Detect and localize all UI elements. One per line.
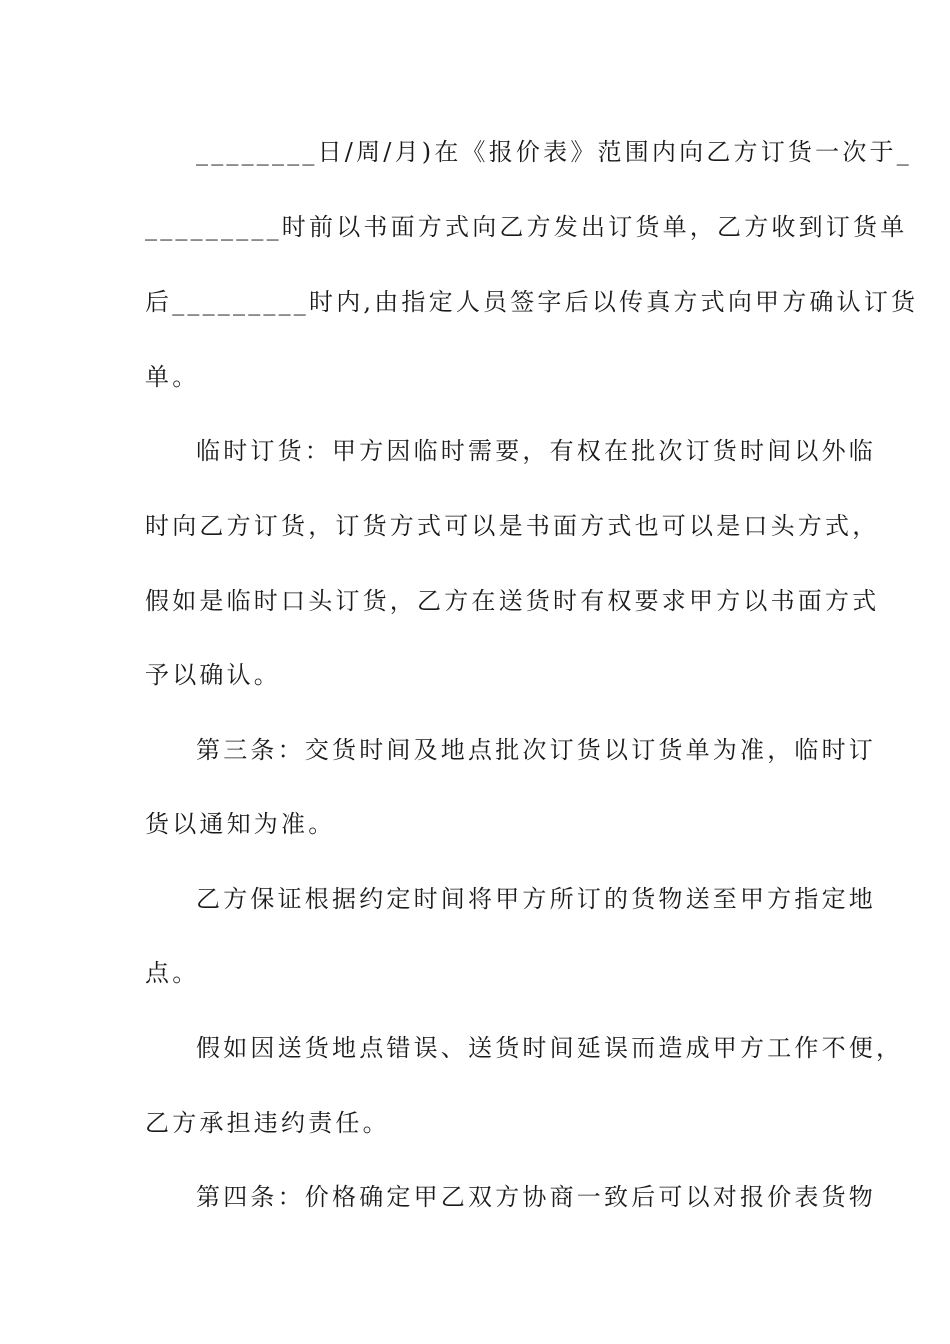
paragraph-line: 乙方保证根据约定时间将甲方所订的货物送至甲方指定地: [196, 885, 876, 913]
paragraph-line: 第四条：价格确定甲乙双方协商一致后可以对报价表货物: [196, 1183, 876, 1211]
paragraph-line: 点。: [145, 959, 200, 987]
paragraph-line: 货以通知为准。: [145, 810, 336, 838]
paragraph-line: _________时前以书面方式向乙方发出订货单，乙方收到订货单: [145, 213, 908, 241]
paragraph-line: 假如因送货地点错误、送货时间延误而造成甲方工作不便，: [196, 1034, 904, 1062]
paragraph-line: 单。: [145, 363, 200, 391]
paragraph-line: 后_________时内,由指定人员签字后以传真方式向甲方确认订货: [145, 288, 919, 316]
paragraph-line: 时向乙方订货，订货方式可以是书面方式也可以是口头方式，: [145, 512, 880, 540]
paragraph-line: 第三条：交货时间及地点批次订货以订货单为准，临时订: [196, 736, 876, 764]
paragraph-line: 临时订货：甲方因临时需要，有权在批次订货时间以外临: [196, 437, 876, 465]
paragraph-line: 予以确认。: [145, 661, 281, 689]
paragraph-line: ________日/周/月)在《报价表》范围内向乙方订货一次于_: [196, 138, 912, 166]
paragraph-line: 假如是临时口头订货，乙方在送货时有权要求甲方以书面方式: [145, 587, 880, 615]
paragraph-line: 乙方承担违约责任。: [145, 1109, 390, 1137]
